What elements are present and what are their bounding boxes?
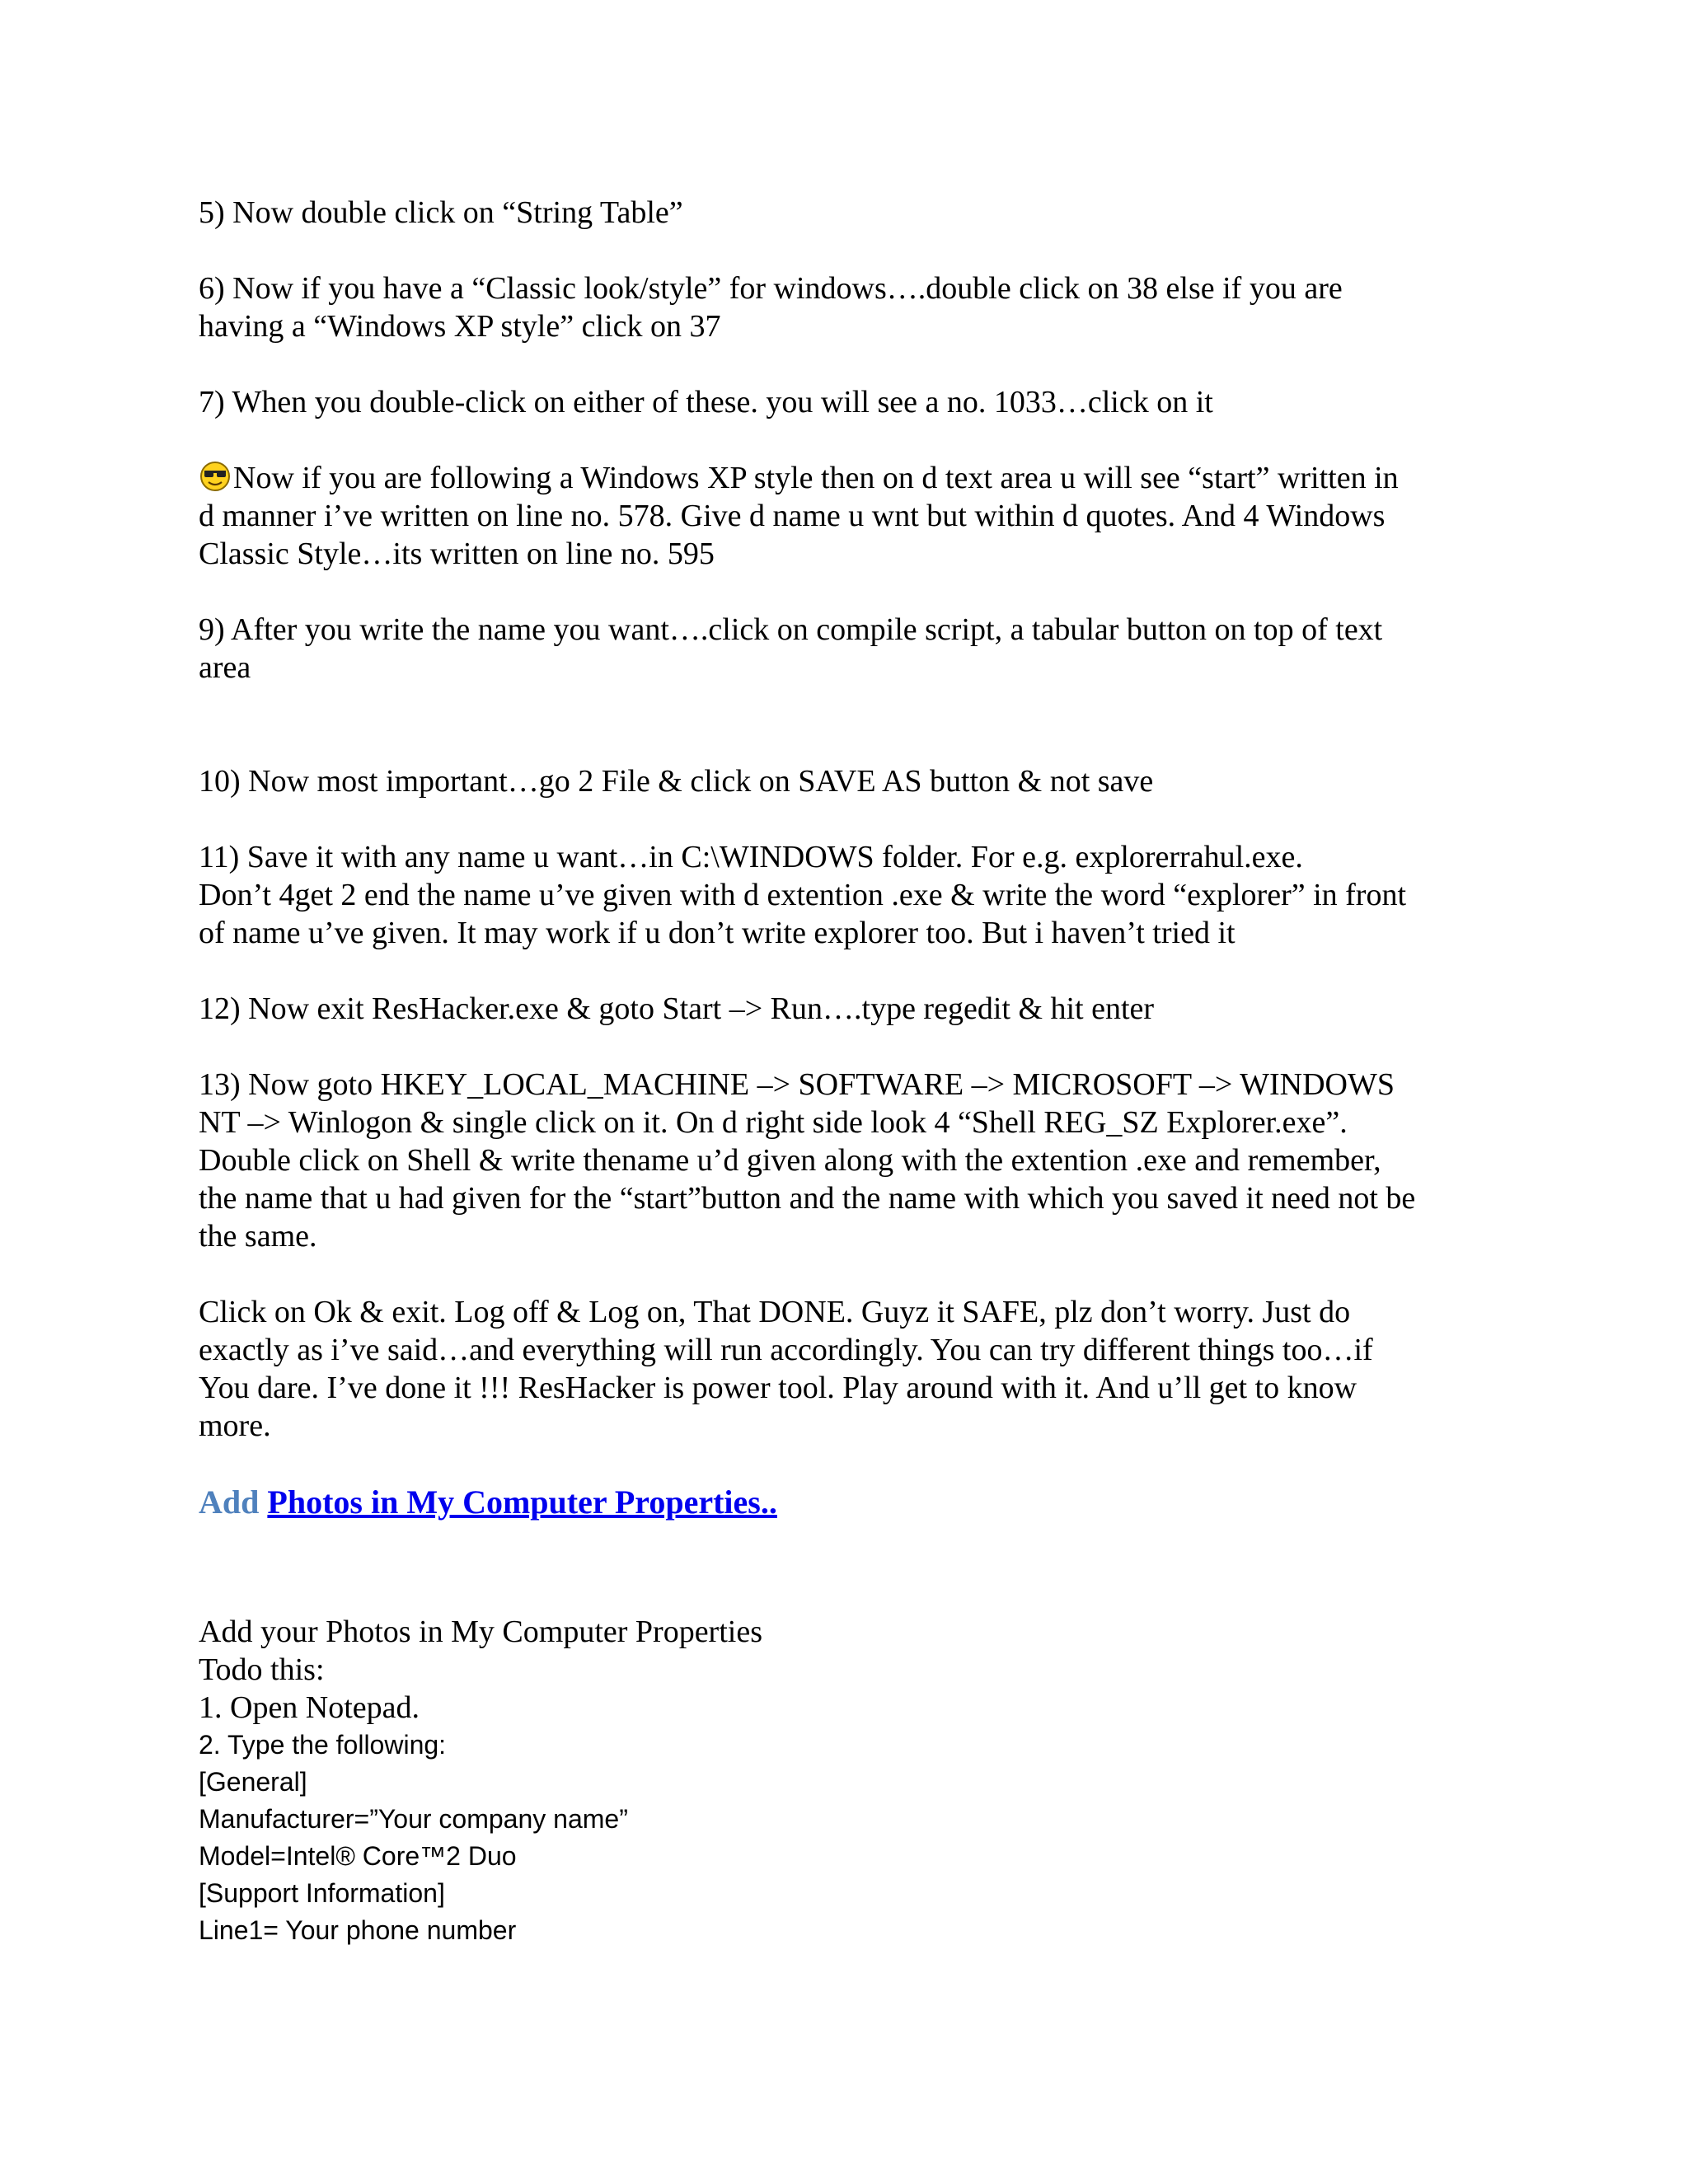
code-line: Line1= Your phone number bbox=[199, 1915, 517, 1945]
spacer bbox=[199, 724, 1501, 762]
section-step-2: 2. Type the following: bbox=[199, 1730, 447, 1760]
step-8-line-1: Now if you are following a Windows XP style then on d text area u will see “start” written in bbox=[233, 461, 1399, 495]
step-12 bbox=[199, 990, 1501, 1028]
final-note-line-4: more. bbox=[199, 1408, 271, 1443]
section-step-1: 1. Open Notepad. bbox=[199, 1690, 420, 1725]
step-10-line: 10) Now most important…go 2 File & click on SAVE AS button & not save bbox=[199, 764, 1154, 799]
step-5 bbox=[199, 194, 1501, 232]
final-note bbox=[199, 1293, 1501, 1445]
step-8-line-3: Classic Style…its written on line no. 595 bbox=[199, 537, 715, 571]
cool-smiley-icon bbox=[199, 460, 232, 493]
step-7-line: 7) When you double-click on either of these. you will see a no. 1033…click on it bbox=[199, 385, 1213, 419]
step-5-line: 5) Now double click on “String Table” bbox=[199, 195, 683, 230]
section-heading-link[interactable]: Photos in My Computer Properties.. bbox=[267, 1483, 777, 1521]
step-13-line-4: the name that u had given for the “start”button and the name with which you saved it need not be bbox=[199, 1181, 1416, 1216]
step-13-line-5: the same. bbox=[199, 1219, 317, 1254]
final-note-line-2: exactly as i’ve said…and everything will run accordingly. You can try different things too…if bbox=[199, 1333, 1373, 1367]
step-13-line-3: Double click on Shell & write thename u’d given along with the extention .exe and remember, bbox=[199, 1143, 1381, 1178]
code-line: Model=Intel® Core™2 Duo bbox=[199, 1841, 517, 1871]
section-todo: Todo this: bbox=[199, 1652, 325, 1687]
step-13-line-1: 13) Now goto HKEY_LOCAL_MACHINE –> SOFTWARE –> MICROSOFT –> WINDOWS bbox=[199, 1067, 1395, 1102]
step-11-line-3: of name u’ve given. It may work if u don’t write explorer too. But i haven’t tried it bbox=[199, 916, 1236, 950]
step-11 bbox=[199, 838, 1501, 952]
step-6 bbox=[199, 269, 1501, 345]
code-line: [General] bbox=[199, 1767, 307, 1797]
step-11-line-2: Don’t 4get 2 end the name u’ve given with d extention .exe & write the word “explorer” in front bbox=[199, 878, 1407, 912]
document-page bbox=[199, 194, 1501, 1949]
step-9-line-2: area bbox=[199, 650, 251, 685]
step-6-line-2: having a “Windows XP style” click on 37 bbox=[199, 309, 721, 344]
step-12-line: 12) Now exit ResHacker.exe & goto Start –> Run….type regedit & hit enter bbox=[199, 991, 1155, 1026]
step-13 bbox=[199, 1066, 1501, 1255]
code-line: [Support Information] bbox=[199, 1878, 445, 1908]
code-line: Manufacturer=”Your company name” bbox=[199, 1804, 628, 1834]
step-7 bbox=[199, 383, 1501, 421]
section-heading-prefix: Add bbox=[199, 1483, 260, 1521]
step-10 bbox=[199, 762, 1501, 800]
final-note-line-1: Click on Ok & exit. Log off & Log on, That DONE. Guyz it SAFE, plz don’t worry. Just do bbox=[199, 1295, 1351, 1329]
step-8-line-2: d manner i’ve written on line no. 578. Give d name u wnt but within d quotes. And 4 Windows bbox=[199, 499, 1386, 533]
step-8-line-1-wrap bbox=[199, 459, 1501, 497]
step-6-line-1: 6) Now if you have a “Classic look/style” for windows….double click on 38 else if you are bbox=[199, 271, 1343, 306]
photos-section bbox=[199, 1613, 1501, 1949]
final-note-line-3: You dare. I’ve done it !!! ResHacker is power tool. Play around with it. And u’ll get to know bbox=[199, 1371, 1357, 1405]
step-9-line-1: 9) After you write the name you want….click on compile script, a tabular button on top of text bbox=[199, 612, 1383, 647]
step-8 bbox=[199, 459, 1501, 573]
section-intro: Add your Photos in My Computer Properties bbox=[199, 1615, 762, 1649]
step-9 bbox=[199, 611, 1501, 687]
section-heading bbox=[199, 1483, 1501, 1522]
step-11-line-1: 11) Save it with any name u want…in C:\WINDOWS folder. For e.g. explorerrahul.exe. bbox=[199, 840, 1303, 874]
step-13-line-2: NT –> Winlogon & single click on it. On d right side look 4 “Shell REG_SZ Explorer.exe”. bbox=[199, 1105, 1348, 1140]
